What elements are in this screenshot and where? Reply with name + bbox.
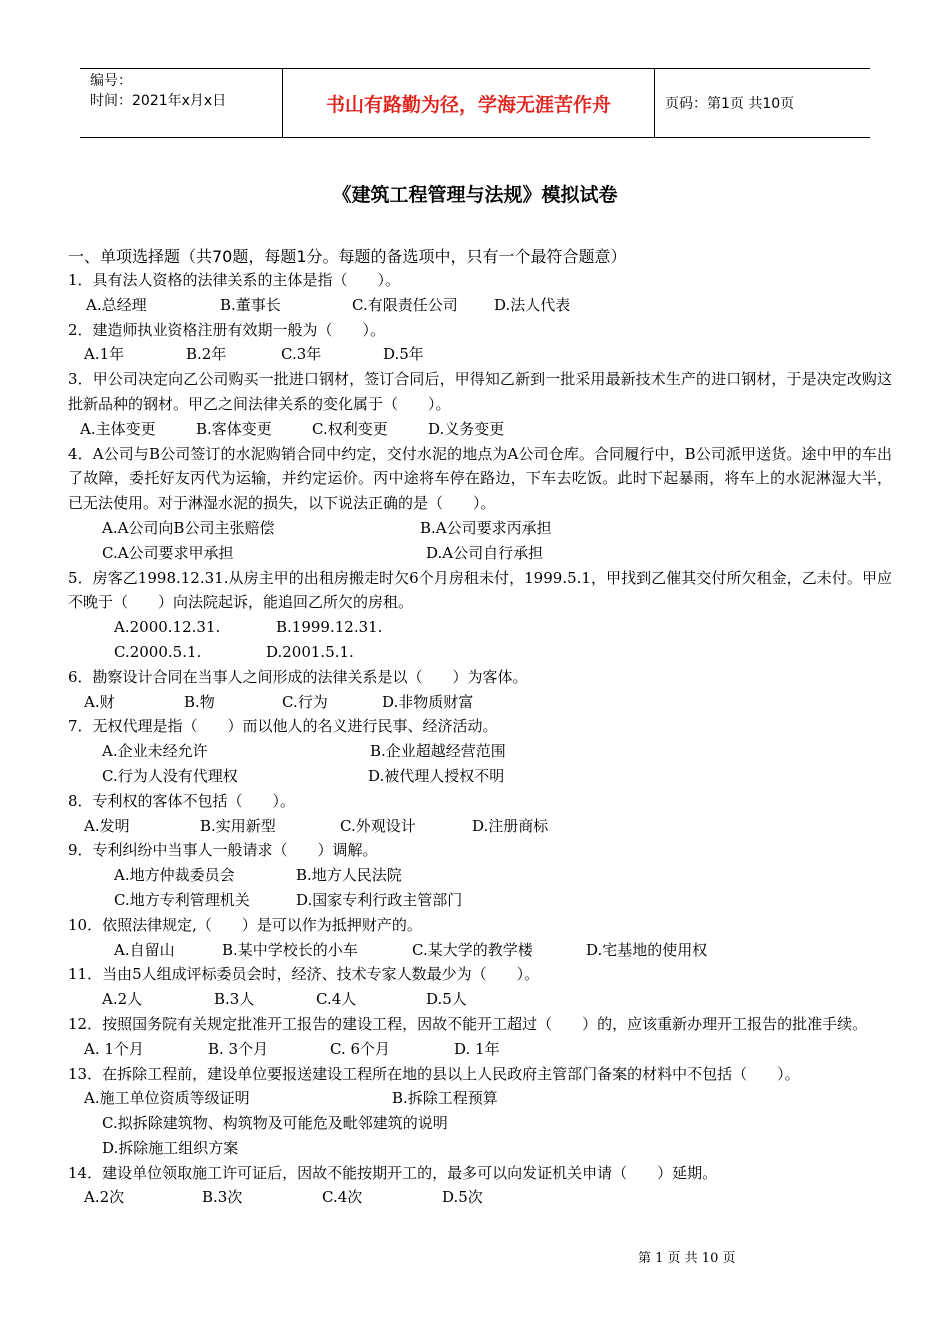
question-text: 9．专利纠纷中当事人一般请求（ ）调解。 xyxy=(68,841,378,860)
question-list xyxy=(68,268,892,1210)
document-number: 编号： xyxy=(90,73,132,89)
option-row xyxy=(68,863,892,888)
option: B.1999.12.31. xyxy=(276,618,383,637)
option: B.3次 xyxy=(202,1188,243,1207)
option: A.A公司向B公司主张赔偿 xyxy=(102,518,275,537)
question-item xyxy=(68,367,892,441)
option: D.A公司自行承担 xyxy=(426,543,544,562)
option-row xyxy=(68,764,892,789)
option: A.主体变更 xyxy=(80,419,156,438)
option: A.施工单位资质等级证明 xyxy=(84,1089,250,1108)
option-row xyxy=(68,640,892,665)
question-text: 2．建造师执业资格注册有效期一般为（ ）。 xyxy=(68,320,386,339)
option: C. 6个月 xyxy=(330,1039,391,1058)
option: A.发明 xyxy=(84,816,130,835)
question-item xyxy=(68,1161,892,1211)
header-meta xyxy=(80,69,282,137)
question-text: 8．专利权的客体不包括（ ）。 xyxy=(68,791,296,810)
option-row xyxy=(68,938,892,963)
question-item xyxy=(68,789,892,839)
option-row xyxy=(68,293,892,318)
question-item xyxy=(68,442,892,566)
option: C.行为 xyxy=(282,692,328,711)
question-text: 13．在拆除工程前，建设单位要报送建设工程所在地的县以上人民政府主管部门备案的材料中不包括（ ）。 xyxy=(68,1064,800,1083)
option: B.企业超越经营范围 xyxy=(370,742,506,761)
option: B.2年 xyxy=(186,345,227,364)
option: C.A公司要求甲承担 xyxy=(102,543,234,562)
question-item xyxy=(68,1012,892,1062)
option: A.自留山 xyxy=(114,940,175,959)
option: C.2000.5.1. xyxy=(114,642,202,661)
option: A.1年 xyxy=(84,345,125,364)
option-row xyxy=(68,987,892,1012)
option: C.拟拆除建筑物、构筑物及可能危及毗邻建筑的说明 xyxy=(102,1114,448,1133)
option: C.权利变更 xyxy=(312,419,388,438)
section-heading: 一、单项选择题（共70题，每题1分。每题的备选项中，只有一个最符合题意） xyxy=(68,247,627,266)
option: C.4次 xyxy=(322,1188,363,1207)
question-text: 7．无权代理是指（ ）而以他人的名义进行民事、经济活动。 xyxy=(68,717,498,736)
option: B.物 xyxy=(184,692,215,711)
option: B.客体变更 xyxy=(196,419,272,438)
option: C.地方专利管理机关 xyxy=(114,890,250,909)
question-text: 11．当由5人组成评标委员会时，经济、技术专家人数最少为（ ）。 xyxy=(68,965,540,984)
option-row xyxy=(68,516,892,541)
option: B.A公司要求丙承担 xyxy=(420,518,552,537)
question-text: 1．具有法人资格的法律关系的主体是指（ ）。 xyxy=(68,271,401,289)
option: B.董事长 xyxy=(220,295,281,314)
exam-title: 《建筑工程管理与法规》模拟试卷 xyxy=(332,184,618,206)
option: D.5年 xyxy=(383,345,424,364)
option-row xyxy=(68,814,892,839)
question-text: 10．依照法律规定,（ ）是可以作为抵押财产的。 xyxy=(68,915,422,934)
question-item xyxy=(68,962,892,1012)
option-row xyxy=(68,1136,892,1161)
option-row xyxy=(68,417,892,442)
question-text: 5．房客乙1998.12.31.从房主甲的出租房搬走时欠6个月房租未付，1999.5.1，甲找到乙催其交付所欠租金，乙未付。甲应不晚于（ ）向法院起诉，能追回乙所欠的房租。 xyxy=(68,568,892,612)
option: A.2次 xyxy=(84,1188,125,1207)
question-item xyxy=(68,268,892,318)
option: B.地方人民法院 xyxy=(296,866,402,885)
option: D.宅基地的使用权 xyxy=(586,940,708,959)
question-item xyxy=(68,838,892,912)
question-item xyxy=(68,318,892,368)
option: C.外观设计 xyxy=(340,816,416,835)
question-item xyxy=(68,566,892,665)
option: D.2001.5.1. xyxy=(266,642,354,661)
option: B.3人 xyxy=(214,990,255,1009)
option: B.实用新型 xyxy=(200,816,276,835)
question-item xyxy=(68,665,892,715)
option: C.3年 xyxy=(281,345,322,364)
option: A.地方仲裁委员会 xyxy=(114,866,235,885)
option: A.企业未经允许 xyxy=(102,742,208,761)
header-page-info: 页码：第1页 共10页 xyxy=(665,96,795,112)
option: C.有限责任公司 xyxy=(352,295,458,314)
option: C.4人 xyxy=(316,990,357,1009)
option: C.某大学的教学楼 xyxy=(412,940,533,959)
option: A.总经理 xyxy=(86,295,147,314)
option: D.注册商标 xyxy=(472,816,549,835)
page-footer: 第 1 页 共 10 页 xyxy=(638,1251,736,1266)
document-date: 时间：2021年x月x日 xyxy=(90,93,227,109)
question-item xyxy=(68,714,892,788)
option: B.拆除工程预算 xyxy=(392,1089,498,1108)
header-motto: 书山有路勤为径，学海无涯苦作舟 xyxy=(282,69,655,137)
option: D.国家专利行政主管部门 xyxy=(296,890,463,909)
question-item xyxy=(68,913,892,963)
option-row xyxy=(68,342,892,367)
option: D.5人 xyxy=(426,990,467,1009)
option-row xyxy=(68,615,892,640)
option: D.被代理人授权不明 xyxy=(368,766,505,785)
option: B. 3个月 xyxy=(208,1039,269,1058)
question-text: 3．甲公司决定向乙公司购买一批进口钢材，签订合同后，甲得知乙新到一批采用最新技术生产的进口钢材，于是决定改购这批新品种的钢材。甲乙之间法律关系的变化属于（ ）。 xyxy=(68,370,892,413)
option: D.义务变更 xyxy=(428,419,505,438)
option-row xyxy=(68,1037,892,1062)
option-row xyxy=(68,1185,892,1210)
option-row xyxy=(68,1086,892,1111)
option: D.5次 xyxy=(442,1188,483,1207)
option: B.某中学校长的小车 xyxy=(222,940,358,959)
page-header xyxy=(80,68,870,138)
question-text: 6．勘察设计合同在当事人之间形成的法律关系是以（ ）为客体。 xyxy=(68,667,528,686)
option: D.拆除施工组织方案 xyxy=(102,1138,239,1157)
option-row xyxy=(68,1111,892,1136)
option: A.2人 xyxy=(102,990,143,1009)
option-row xyxy=(68,888,892,913)
option: D.非物质财富 xyxy=(382,692,474,711)
question-text: 14．建设单位领取施工许可证后，因故不能按期开工的，最多可以向发证机关申请（ ）延期。 xyxy=(68,1163,718,1182)
question-item xyxy=(68,1062,892,1161)
option-row xyxy=(68,541,892,566)
question-text: 4．A公司与B公司签订的水泥购销合同中约定，交付水泥的地点为A公司仓库。合同履行中，B公司派甲送货。途中甲的车出了故障，委托好友丙代为运输，并约定运价。丙中途将车停在路边，下车去吃饭。此时下起暴雨，将车上的水泥淋湿大半，已无法使用。对于淋湿水泥的损失，以下说法正确的是（ ）。 xyxy=(68,444,892,513)
option: A.2000.12.31. xyxy=(114,618,221,637)
option-row xyxy=(68,739,892,764)
option: C.行为人没有代理权 xyxy=(102,766,238,785)
option-row xyxy=(68,690,892,715)
option: D. 1年 xyxy=(454,1039,500,1058)
option: D.法人代表 xyxy=(494,295,571,314)
question-text: 12．按照国务院有关规定批准开工报告的建设工程，因故不能开工超过（ ）的，应该重新办理开工报告的批准手续。 xyxy=(68,1014,868,1033)
option: A.财 xyxy=(84,692,115,711)
option: A. 1个月 xyxy=(84,1039,144,1058)
